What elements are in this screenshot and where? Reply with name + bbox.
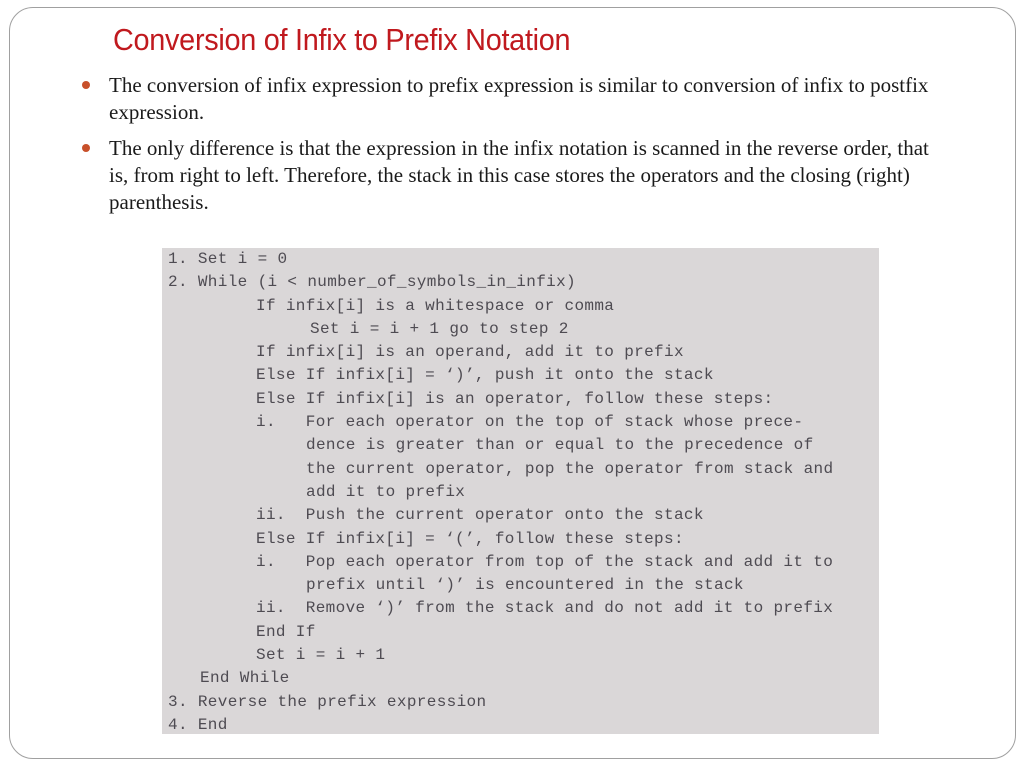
bullet-item xyxy=(80,72,930,126)
code-line: ii. Remove ‘)’ from the stack and do not add it to prefix xyxy=(256,599,834,618)
code-line: the current operator, pop the operator from stack and xyxy=(306,459,834,478)
code-line: Else If infix[i] = ‘)’, push it onto the stack xyxy=(256,366,714,385)
code-line: 1. Set i = 0 xyxy=(168,250,288,268)
code-line: Else If infix[i] is an operator, follow these steps: xyxy=(256,389,774,408)
bullet-text: The conversion of infix expression to prefix expression is similar to conversion of infix to postfix expression. xyxy=(109,73,929,124)
code-line: ii. Push the current operator onto the stack xyxy=(256,506,704,525)
bullet-dot-icon xyxy=(82,81,90,89)
bullet-item xyxy=(80,135,930,216)
bullet-text: The only difference is that the expression in the infix notation is scanned in the reverse order, that is, from right to left. Therefore, the stack in this case stores the operators and the closing (right) parenthesis. xyxy=(109,136,929,214)
code-line: Set i = i + 1 xyxy=(256,646,386,665)
code-line: 3. Reverse the prefix expression xyxy=(168,692,487,711)
code-line: End While xyxy=(200,669,290,688)
code-line: If infix[i] is an operand, add it to prefix xyxy=(256,343,684,362)
code-line: add it to prefix xyxy=(306,482,466,501)
code-line: dence is greater than or equal to the precedence of xyxy=(306,436,814,455)
code-line: prefix until ‘)’ is encountered in the stack xyxy=(306,576,744,595)
code-line: 2. While (i < number_of_symbols_in_infix) xyxy=(168,273,577,292)
code-line: i. For each operator on the top of stack whose prece- xyxy=(256,413,804,432)
algorithm-code-image xyxy=(162,248,879,734)
code-line: Else If infix[i] = ‘(’, follow these steps: xyxy=(256,529,684,548)
code-line: i. Pop each operator from top of the stack and add it to xyxy=(256,552,834,571)
code-line: End If xyxy=(256,622,316,641)
code-line: Set i = i + 1 go to step 2 xyxy=(310,319,569,338)
code-line: If infix[i] is a whitespace or comma xyxy=(256,296,615,315)
code-line: 4. End xyxy=(168,715,228,734)
bullet-list xyxy=(80,72,930,225)
bullet-dot-icon xyxy=(82,144,90,152)
slide-title: Conversion of Infix to Prefix Notation xyxy=(113,22,571,57)
